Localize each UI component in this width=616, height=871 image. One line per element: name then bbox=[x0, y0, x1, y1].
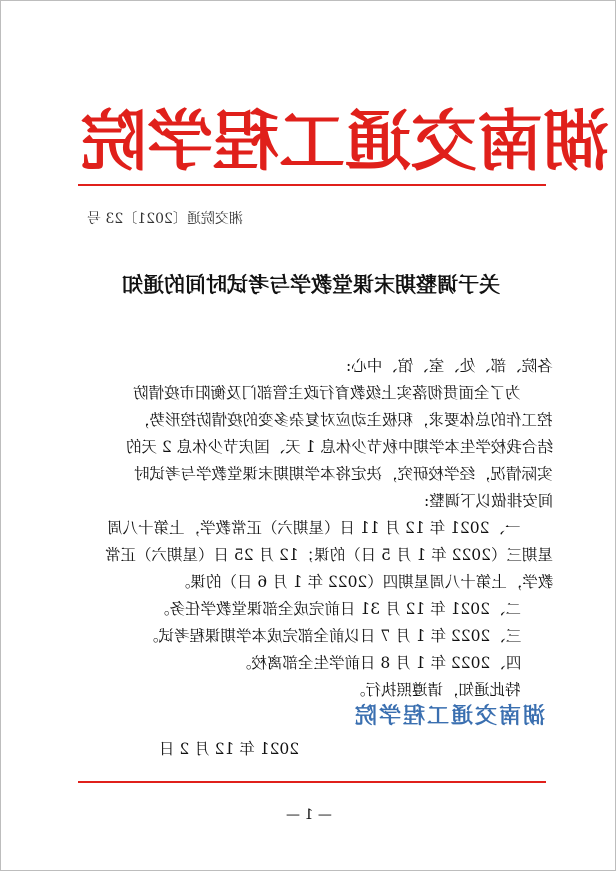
signature-seal: 湖南交通工程学院 bbox=[352, 703, 545, 729]
footer-divider bbox=[78, 781, 546, 783]
paragraph-line: 实际情况，经学校研究，决定将本学期期末课堂教学与考试时 bbox=[134, 465, 553, 483]
page-title: 关于调整期末课堂教学与考试时间的通知 bbox=[122, 273, 500, 297]
letterhead-char: 南 bbox=[477, 101, 543, 180]
letterhead-char: 学 bbox=[147, 101, 213, 180]
letterhead-char: 交 bbox=[411, 101, 477, 180]
page-number: — 1 — bbox=[286, 807, 332, 823]
letterhead-char: 程 bbox=[213, 101, 279, 180]
letterhead-char: 工 bbox=[279, 101, 345, 180]
paragraph-line: 特此通知，请遵照执行。 bbox=[350, 681, 521, 699]
document-number: 湘交院通〔2021〕23 号 bbox=[87, 211, 243, 227]
paragraph-line: 教学，上第十八周星期四（2022 年 1 月 6 日）的课。 bbox=[174, 573, 553, 591]
paragraph-line: 间安排做以下调整: bbox=[423, 492, 553, 510]
paragraph-line: 控工作的总体要求，积极主动应对复杂多变的疫情防控形势， bbox=[134, 411, 553, 429]
letterhead-char: 院 bbox=[81, 101, 147, 180]
paragraph-line: 一、2021 年 12 月 11 日（星期六）正常教学，上第十八周 bbox=[107, 519, 521, 537]
paragraph-line: 为了全面贯彻落实上级教育行政主管部门及衡阳市疫情防 bbox=[133, 384, 521, 402]
paragraph-line: 星期三（2022 年 1 月 5 日）的课；12 月 25 日（星期六）正常 bbox=[104, 546, 553, 564]
issue-date: 2021 年 12 月 2 日 bbox=[158, 740, 299, 758]
salutation: 各院、部、处、室、馆、中心: bbox=[346, 357, 553, 375]
paragraph-line: 二、2021 年 12 月 31 日前完成全部课堂教学任务。 bbox=[153, 600, 521, 618]
header-divider bbox=[78, 184, 546, 186]
letterhead-char: 通 bbox=[345, 101, 411, 180]
paragraph-line: 结合我校学生本学期中秋节少休息 1 天、国庆节少休息 2 天的 bbox=[126, 438, 553, 456]
letterhead-title bbox=[81, 93, 609, 180]
letterhead-char: 湖 bbox=[543, 101, 609, 180]
paragraph-line: 四、2022 年 1 月 8 日前学生全部离校。 bbox=[235, 654, 521, 672]
document-body bbox=[79, 353, 553, 704]
paragraph-line: 三、2022 年 1 月 7 日以前全部完成本学期课程考试。 bbox=[142, 627, 521, 645]
